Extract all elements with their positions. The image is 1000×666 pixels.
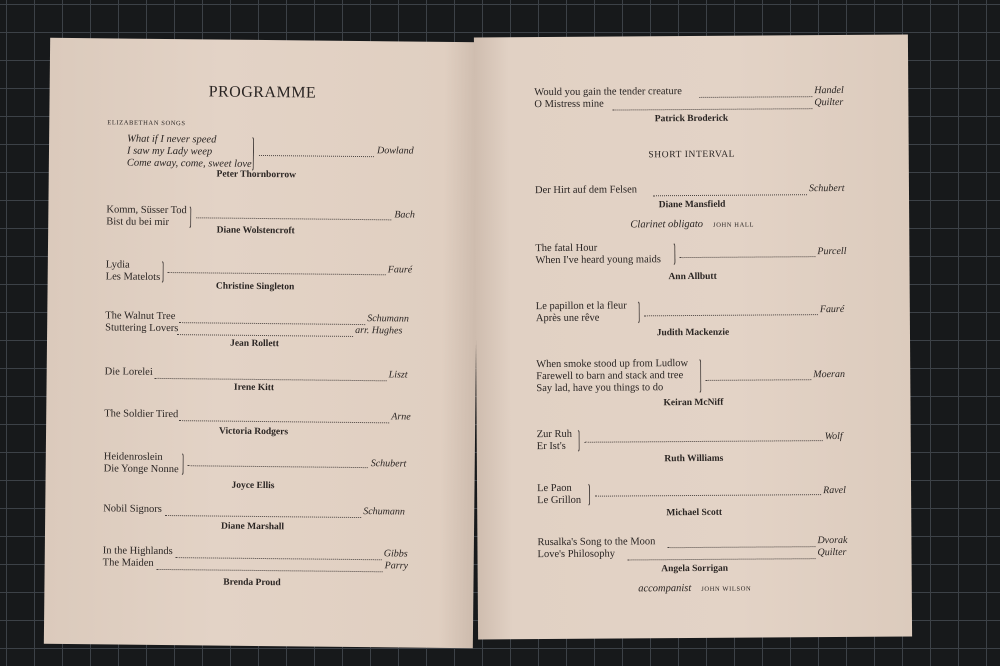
leader-dots: [612, 108, 812, 110]
song-title: Nobil Signors: [103, 503, 162, 515]
performer: Irene Kitt: [233, 382, 275, 394]
composer: Arne: [391, 411, 411, 423]
performer: Peter Thornborrow: [216, 169, 297, 181]
leader-dots: [176, 557, 382, 560]
composer: Fauré: [819, 303, 845, 316]
performer: Diane Mansfield: [658, 199, 726, 211]
performer: Ann Allbutt: [668, 271, 717, 283]
performer: Angela Sorrigan: [661, 563, 729, 575]
performer: Victoria Rodgers: [218, 426, 289, 438]
brace: [586, 483, 590, 507]
performer: Diane Wolstencroft: [216, 225, 295, 237]
note-name: JOHN WILSON: [701, 585, 752, 593]
song-title: Le Grillon: [537, 494, 582, 507]
left-page: [44, 38, 479, 648]
programme-item: [474, 34, 908, 125]
song-title: Die Lorelei: [104, 366, 153, 378]
performer: Christine Singleton: [215, 281, 295, 293]
performer: Diane Marshall: [220, 521, 285, 533]
song-title: In the Highlands: [102, 545, 173, 558]
composer: Schumann: [367, 313, 409, 325]
obligato-note: [475, 212, 909, 233]
right-page: [474, 34, 912, 639]
leader-dots: [259, 155, 374, 157]
composer: Fauré: [387, 264, 413, 276]
song-title: I saw my Lady weep: [126, 145, 213, 158]
song-title: Die Yonge Nonne: [103, 463, 179, 476]
leader-dots: [157, 569, 383, 572]
performer: Brenda Proud: [223, 577, 281, 589]
leader-dots: [667, 546, 815, 548]
brace: [576, 429, 580, 453]
performer: Patrick Broderick: [654, 113, 729, 125]
performer: Ruth Williams: [664, 453, 724, 465]
performer: Joyce Ellis: [231, 480, 275, 492]
composer: Gibbs: [383, 548, 408, 560]
song-title: The Walnut Tree: [105, 310, 176, 323]
composer: Ravel: [823, 484, 846, 497]
song-title: Say lad, have you things to do: [536, 382, 664, 395]
performer: Jean Rollett: [230, 338, 279, 350]
song-title: Le papillon et la fleur: [535, 300, 627, 313]
song-title: Would you gain the tender creature: [534, 86, 682, 99]
note-label: Clarinet obligato: [630, 218, 704, 231]
leader-dots: [628, 558, 816, 560]
song-title: Lydia: [105, 259, 130, 271]
note-label: accompanist: [638, 583, 692, 595]
leader-dots: [168, 272, 386, 275]
brace: [671, 242, 675, 266]
leader-dots: [179, 420, 389, 423]
song-title: Zur Ruh: [536, 428, 573, 441]
performer: Judith Mackenzie: [656, 327, 730, 339]
song-title: Le Paon: [537, 482, 572, 495]
composer: Schubert: [808, 182, 845, 195]
song-title: Heidenroslein: [103, 451, 163, 463]
leader-dots: [196, 217, 391, 220]
composer: Dvorak: [817, 534, 848, 547]
song-title: Er Ist's: [536, 440, 566, 453]
leader-dots: [188, 465, 368, 468]
song-title: Bist du bei mir: [106, 216, 170, 229]
leader-dots: [595, 494, 821, 497]
leader-dots: [585, 440, 823, 443]
composer: Schumann: [363, 506, 405, 518]
leader-dots: [179, 322, 365, 325]
note-name: JOHN HALL: [713, 221, 755, 229]
interval-heading: SHORT INTERVAL: [648, 149, 736, 161]
leader-dots: [705, 379, 811, 381]
song-title: The Soldier Tired: [104, 408, 179, 421]
accompanist-note: [478, 576, 912, 597]
composer: Schubert: [370, 458, 407, 470]
leader-dots: [155, 378, 387, 381]
song-title: Love's Philosophy: [537, 548, 615, 561]
performer: Keiran McNiff: [663, 397, 724, 409]
song-title: Après une rêve: [535, 312, 600, 325]
programme-title: PROGRAMME: [208, 83, 317, 102]
song-title: Come away, come, sweet love: [126, 157, 252, 170]
section-heading: ELIZABETHAN SONGS: [107, 119, 186, 128]
song-title: When I've heard young maids: [535, 254, 662, 267]
leader-dots: [653, 194, 807, 196]
composer: Bach: [394, 209, 415, 221]
song-title: Der Hirt auf dem Felsen: [534, 184, 638, 197]
performer: Michael Scott: [666, 507, 723, 519]
song-title: The fatal Hour: [535, 242, 598, 255]
composer: Quilter: [814, 96, 844, 109]
composer: Purcell: [817, 245, 847, 258]
song-title: Les Matelots: [105, 271, 161, 283]
song-title: Komm, Süsser Tod: [106, 204, 187, 217]
composer: Wolf: [824, 430, 843, 443]
leader-dots: [699, 96, 812, 98]
brace: [636, 300, 640, 324]
composer: Handel: [814, 84, 844, 97]
brace: [697, 358, 701, 394]
leader-dots: [644, 314, 818, 316]
leader-dots: [679, 256, 815, 258]
song-title: Rusalka's Song to the Moon: [537, 536, 656, 549]
brace: [180, 452, 184, 476]
brace: [250, 136, 254, 172]
composer: Liszt: [388, 369, 408, 381]
composer: Quilter: [817, 546, 847, 559]
song-title: When smoke stood up from Ludlow: [536, 358, 689, 371]
song-title: O Mistress mine: [534, 98, 604, 111]
leader-dots: [177, 334, 353, 337]
song-title: What if I never speed: [127, 133, 217, 146]
song-title: Stuttering Lovers: [105, 322, 179, 335]
composer: Moeran: [813, 368, 845, 381]
composer: arr. Hughes: [355, 324, 403, 337]
song-title: The Maiden: [102, 557, 154, 569]
composer: Parry: [384, 560, 409, 572]
composer: Dowland: [376, 145, 414, 157]
song-title: Farewell to barn and stack and tree: [536, 370, 684, 383]
leader-dots: [165, 515, 361, 518]
